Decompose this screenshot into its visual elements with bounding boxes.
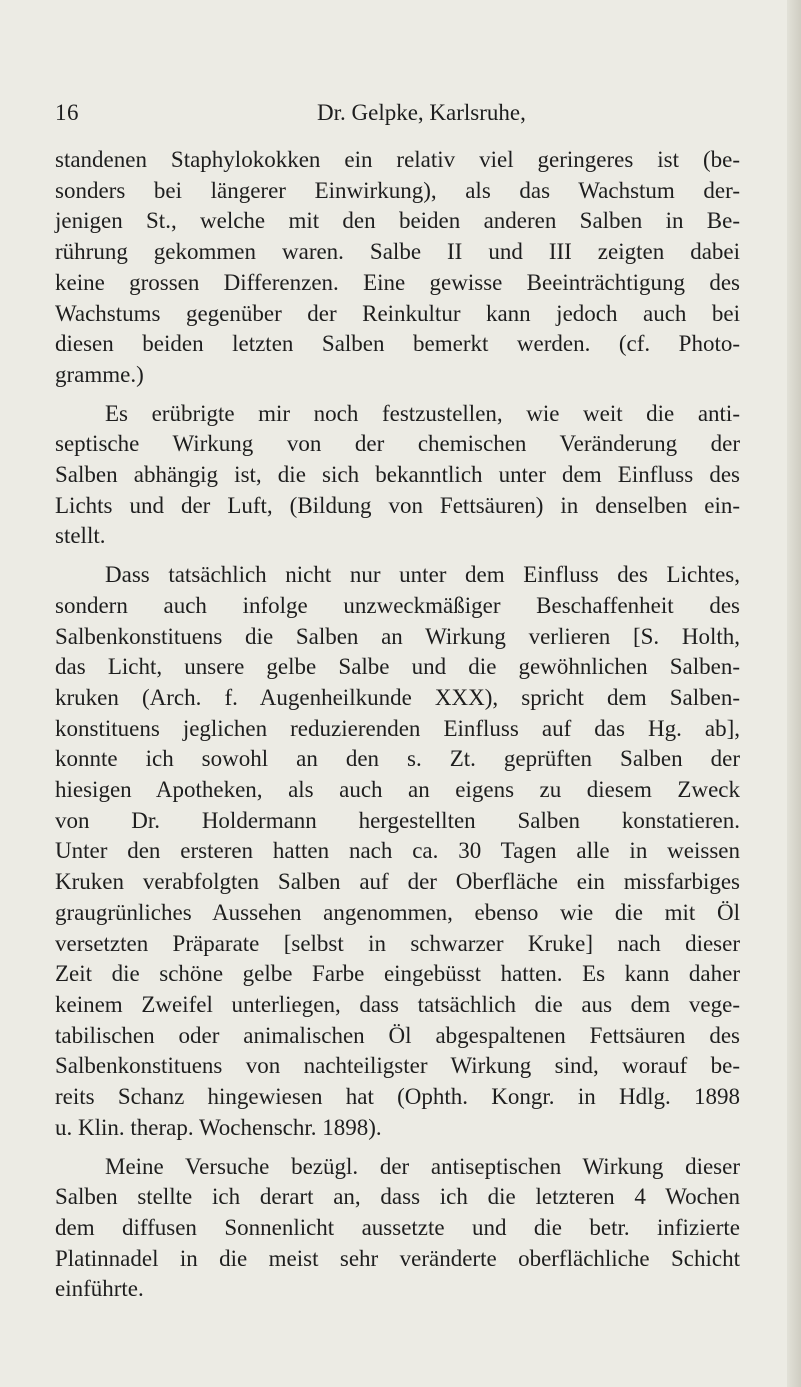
text-line: Meine Versuche bezügl. der antiseptischen Wirkung dieser: [105, 1153, 740, 1179]
text-line: stellt.: [55, 523, 106, 549]
text-line: reits Schanz hingewiesen hat (Ophth. Kongr. in Hdlg. 1898: [55, 1084, 740, 1110]
page-number: 16: [55, 100, 79, 125]
text-line: gramme.): [55, 361, 144, 387]
text-line: kruken (Arch. f. Augenheilkunde XXX), spricht dem Salben-: [55, 684, 740, 710]
text-line: konnte ich sowohl an den s. Zt. geprüften Salben der: [55, 746, 740, 772]
text-line: Salben stellte ich derart an, dass ich die letzteren 4 Wochen: [55, 1184, 740, 1210]
text-line: rührung gekommen waren. Salbe II und III zeigten dabei: [55, 239, 740, 265]
text-line: Salbenkonstituens von nachteiligster Wirkung sind, worauf be-: [55, 1053, 740, 1079]
text-line: keine grossen Differenzen. Eine gewisse Beeinträchtigung des: [55, 269, 740, 295]
text-line: Platinnadel in die meist sehr veränderte oberflächliche Schicht: [55, 1245, 740, 1271]
text-line: das Licht, unsere gelbe Salbe und die gewöhnlichen Salben-: [55, 654, 740, 680]
running-head: Dr. Gelpke, Karlsruhe,: [317, 100, 526, 125]
text-line: Unter den ersteren hatten nach ca. 30 Tagen alle in weissen: [55, 838, 740, 864]
text-line: einführte.: [55, 1276, 144, 1302]
text-line: sonders bei längerer Einwirkung), als das Wachstum der-: [55, 177, 740, 203]
text-line: Salbenkonstituens die Salben an Wirkung verlieren [S. Holth,: [55, 623, 740, 649]
text-line: Salben abhängig ist, die sich bekanntlich unter dem Einfluss des: [55, 462, 740, 488]
text-line: sondern auch infolge unzweckmäßiger Beschaffenheit des: [55, 592, 740, 618]
text-line: konstituens jeglichen reduzierenden Einfluss auf das Hg. ab],: [55, 715, 740, 741]
text-line: keinem Zweifel unterliegen, dass tatsächlich die aus dem vege-: [55, 991, 740, 1017]
body-text: [55, 145, 740, 1313]
text-line: tabilischen oder animalischen Öl abgespaltenen Fettsäuren des: [55, 1022, 740, 1048]
text-line: Wachstums gegenüber der Reinkultur kann jedoch auch bei: [55, 300, 740, 326]
paragraph-2: [55, 399, 740, 553]
text-line: Kruken verabfolgten Salben auf der Oberfläche ein missfarbiges: [55, 869, 740, 895]
text-line: Es erübrigte mir noch festzustellen, wie weit die anti-: [105, 400, 740, 426]
text-line: versetzten Präparate [selbst in schwarzer Kruke] nach dieser: [55, 930, 740, 956]
text-line: u. Klin. therap. Wochenschr. 1898).: [55, 1114, 382, 1140]
text-line: septische Wirkung von der chemischen Veränderung der: [55, 431, 740, 457]
text-line: standenen Staphylokokken ein relativ viel geringeres ist (be-: [55, 147, 740, 172]
text-line: dem diffusen Sonnenlicht aussetzte und die betr. infizierte: [55, 1214, 740, 1240]
page-header: [55, 100, 735, 136]
paragraph-1: [55, 145, 740, 391]
text-line: Lichts und der Luft, (Bildung von Fettsäuren) in denselben ein-: [55, 492, 740, 518]
paragraph-4: [55, 1152, 740, 1306]
text-line: jenigen St., welche mit den beiden anderen Salben in Be-: [55, 208, 740, 234]
text-line: von Dr. Holdermann hergestellten Salben konstatieren.: [55, 807, 740, 833]
text-line: Dass tatsächlich nicht nur unter dem Einfluss des Lichtes,: [105, 562, 740, 588]
text-line: diesen beiden letzten Salben bemerkt werden. (cf. Photo-: [55, 331, 740, 357]
paragraph-3: [55, 560, 740, 1143]
text-line: hiesigen Apotheken, als auch an eigens zu diesem Zweck: [55, 777, 740, 803]
text-line: Zeit die schöne gelbe Farbe eingebüsst hatten. Es kann daher: [55, 961, 740, 987]
page-edge-shadow: [787, 0, 801, 1387]
text-line: graugrünliches Aussehen angenommen, ebenso wie die mit Öl: [55, 899, 740, 925]
